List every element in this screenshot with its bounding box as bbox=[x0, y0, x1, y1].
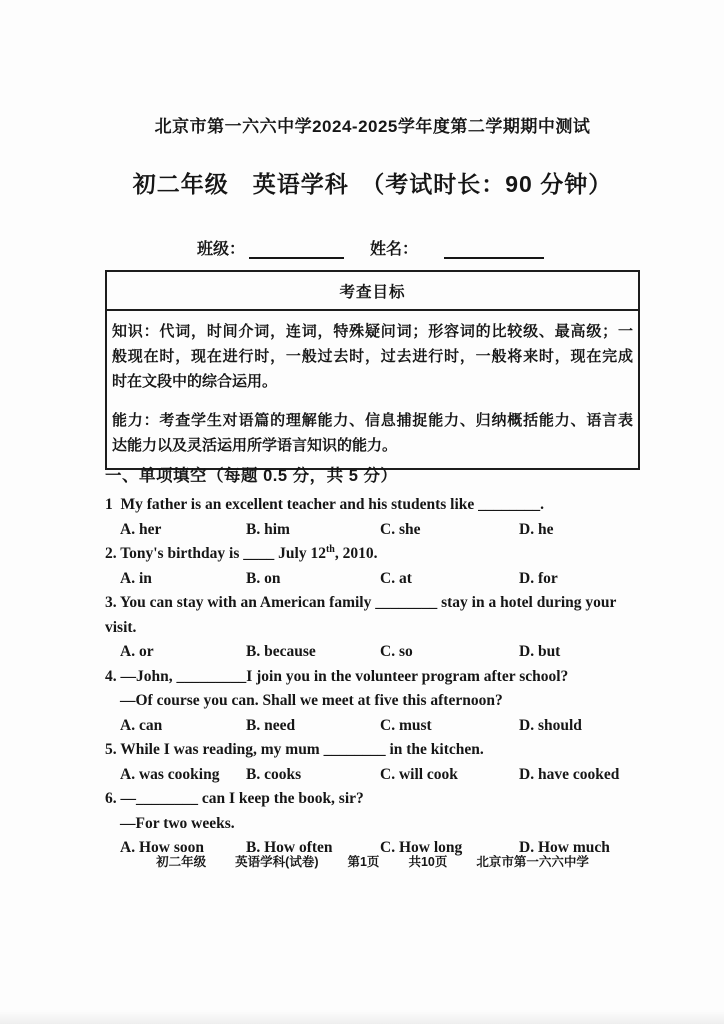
question-line: 2. Tony's birthday is ____ July 12th, 2010. bbox=[105, 543, 378, 562]
option: D. should bbox=[519, 716, 582, 734]
option: C. How long bbox=[380, 839, 463, 856]
exam-title: 初二年级 英语学科 （考试时长：90 分钟） bbox=[132, 171, 613, 197]
option: C. will cook bbox=[380, 765, 458, 783]
page-footer bbox=[105, 852, 640, 870]
option: A. can bbox=[120, 716, 163, 734]
question-line: 6. —________ can I keep the book, sir? bbox=[105, 790, 364, 807]
question bbox=[105, 493, 640, 542]
school-title: 北京市第一六六中学2024-2025学年度第二学期期中测试 bbox=[154, 117, 591, 136]
option: B. How often bbox=[246, 839, 333, 856]
option: B. cooks bbox=[246, 765, 302, 783]
class-name-row bbox=[105, 236, 640, 259]
option: D. have cooked bbox=[519, 765, 620, 783]
objective-line: 能力：考查学生对语篇的理解能力、信息捕捉能力、归纳概括能力、语言表 bbox=[112, 412, 633, 429]
option: A. was cooking bbox=[120, 765, 220, 783]
footer-total-pages: 共10页 bbox=[408, 855, 448, 869]
objective-line: 达能力以及灵活运用所学语言知识的能力。 bbox=[112, 437, 398, 454]
question bbox=[105, 787, 640, 861]
footer-grade: 初二年级 bbox=[156, 855, 207, 869]
option: D. for bbox=[519, 569, 558, 587]
question-line: —Of course you can. Shall we meet at five this afternoon? bbox=[120, 692, 503, 709]
option: C. so bbox=[380, 643, 413, 660]
options-row bbox=[105, 714, 640, 739]
option: B. him bbox=[246, 520, 290, 538]
ability-paragraph bbox=[112, 408, 633, 458]
question-line: 3. You can stay with an American family ________ stay in a hotel during your bbox=[105, 594, 617, 611]
option: A. How soon bbox=[120, 839, 204, 856]
objective-line: 时在文段中的综合运用。 bbox=[112, 373, 278, 390]
objective-line: 般现在时，现在进行时，一般过去时，过去进行时，一般将来时，现在完成 bbox=[112, 348, 633, 365]
option: A. in bbox=[120, 569, 152, 587]
option: D. How much bbox=[519, 839, 610, 856]
option: C. must bbox=[380, 716, 432, 734]
options-row bbox=[105, 518, 640, 543]
question-line: 4. —John, _________I join you in the volunteer program after school? bbox=[105, 667, 569, 685]
section-1 bbox=[105, 462, 640, 861]
option: C. she bbox=[380, 520, 421, 538]
question-line: —For two weeks. bbox=[120, 814, 235, 832]
option: D. but bbox=[519, 643, 561, 660]
name-blank-line bbox=[444, 242, 544, 259]
knowledge-paragraph bbox=[112, 319, 633, 394]
class-blank-line bbox=[249, 242, 344, 259]
objectives-box-body bbox=[107, 311, 638, 468]
question bbox=[105, 542, 640, 591]
footer-subject: 英语学科(试卷) bbox=[235, 855, 319, 869]
footer-page-number: 第1页 bbox=[347, 855, 380, 869]
questions-list bbox=[105, 493, 640, 861]
option: B. on bbox=[246, 569, 281, 587]
question bbox=[105, 738, 640, 787]
question-line: visit. bbox=[105, 618, 137, 636]
question bbox=[105, 665, 640, 739]
option: A. or bbox=[120, 643, 154, 660]
objective-line: 知识：代词，时间介词，连词，特殊疑问词；形容词的比较级、最高级；一 bbox=[112, 323, 633, 340]
options-row bbox=[105, 640, 640, 665]
class-label: 班级： bbox=[196, 241, 245, 258]
section-heading: 一、单项填空（每题 0.5 分，共 5 分） bbox=[105, 467, 398, 485]
footer-school: 北京市第一六六中学 bbox=[476, 855, 589, 869]
objectives-box-title: 考查目标 bbox=[107, 272, 638, 311]
question bbox=[105, 591, 640, 665]
objectives-box bbox=[105, 270, 640, 470]
question-line: 1 My father is an excellent teacher and his students like ________. bbox=[105, 496, 545, 513]
option: A. her bbox=[120, 520, 162, 538]
option: B. need bbox=[246, 716, 296, 734]
option: C. at bbox=[380, 569, 412, 587]
option: B. because bbox=[246, 643, 316, 660]
question-line: 5. While I was reading, my mum ________ in the kitchen. bbox=[105, 741, 484, 758]
options-row bbox=[105, 763, 640, 788]
option: D. he bbox=[519, 520, 554, 538]
name-label: 姓名： bbox=[370, 241, 419, 258]
options-row bbox=[105, 567, 640, 592]
